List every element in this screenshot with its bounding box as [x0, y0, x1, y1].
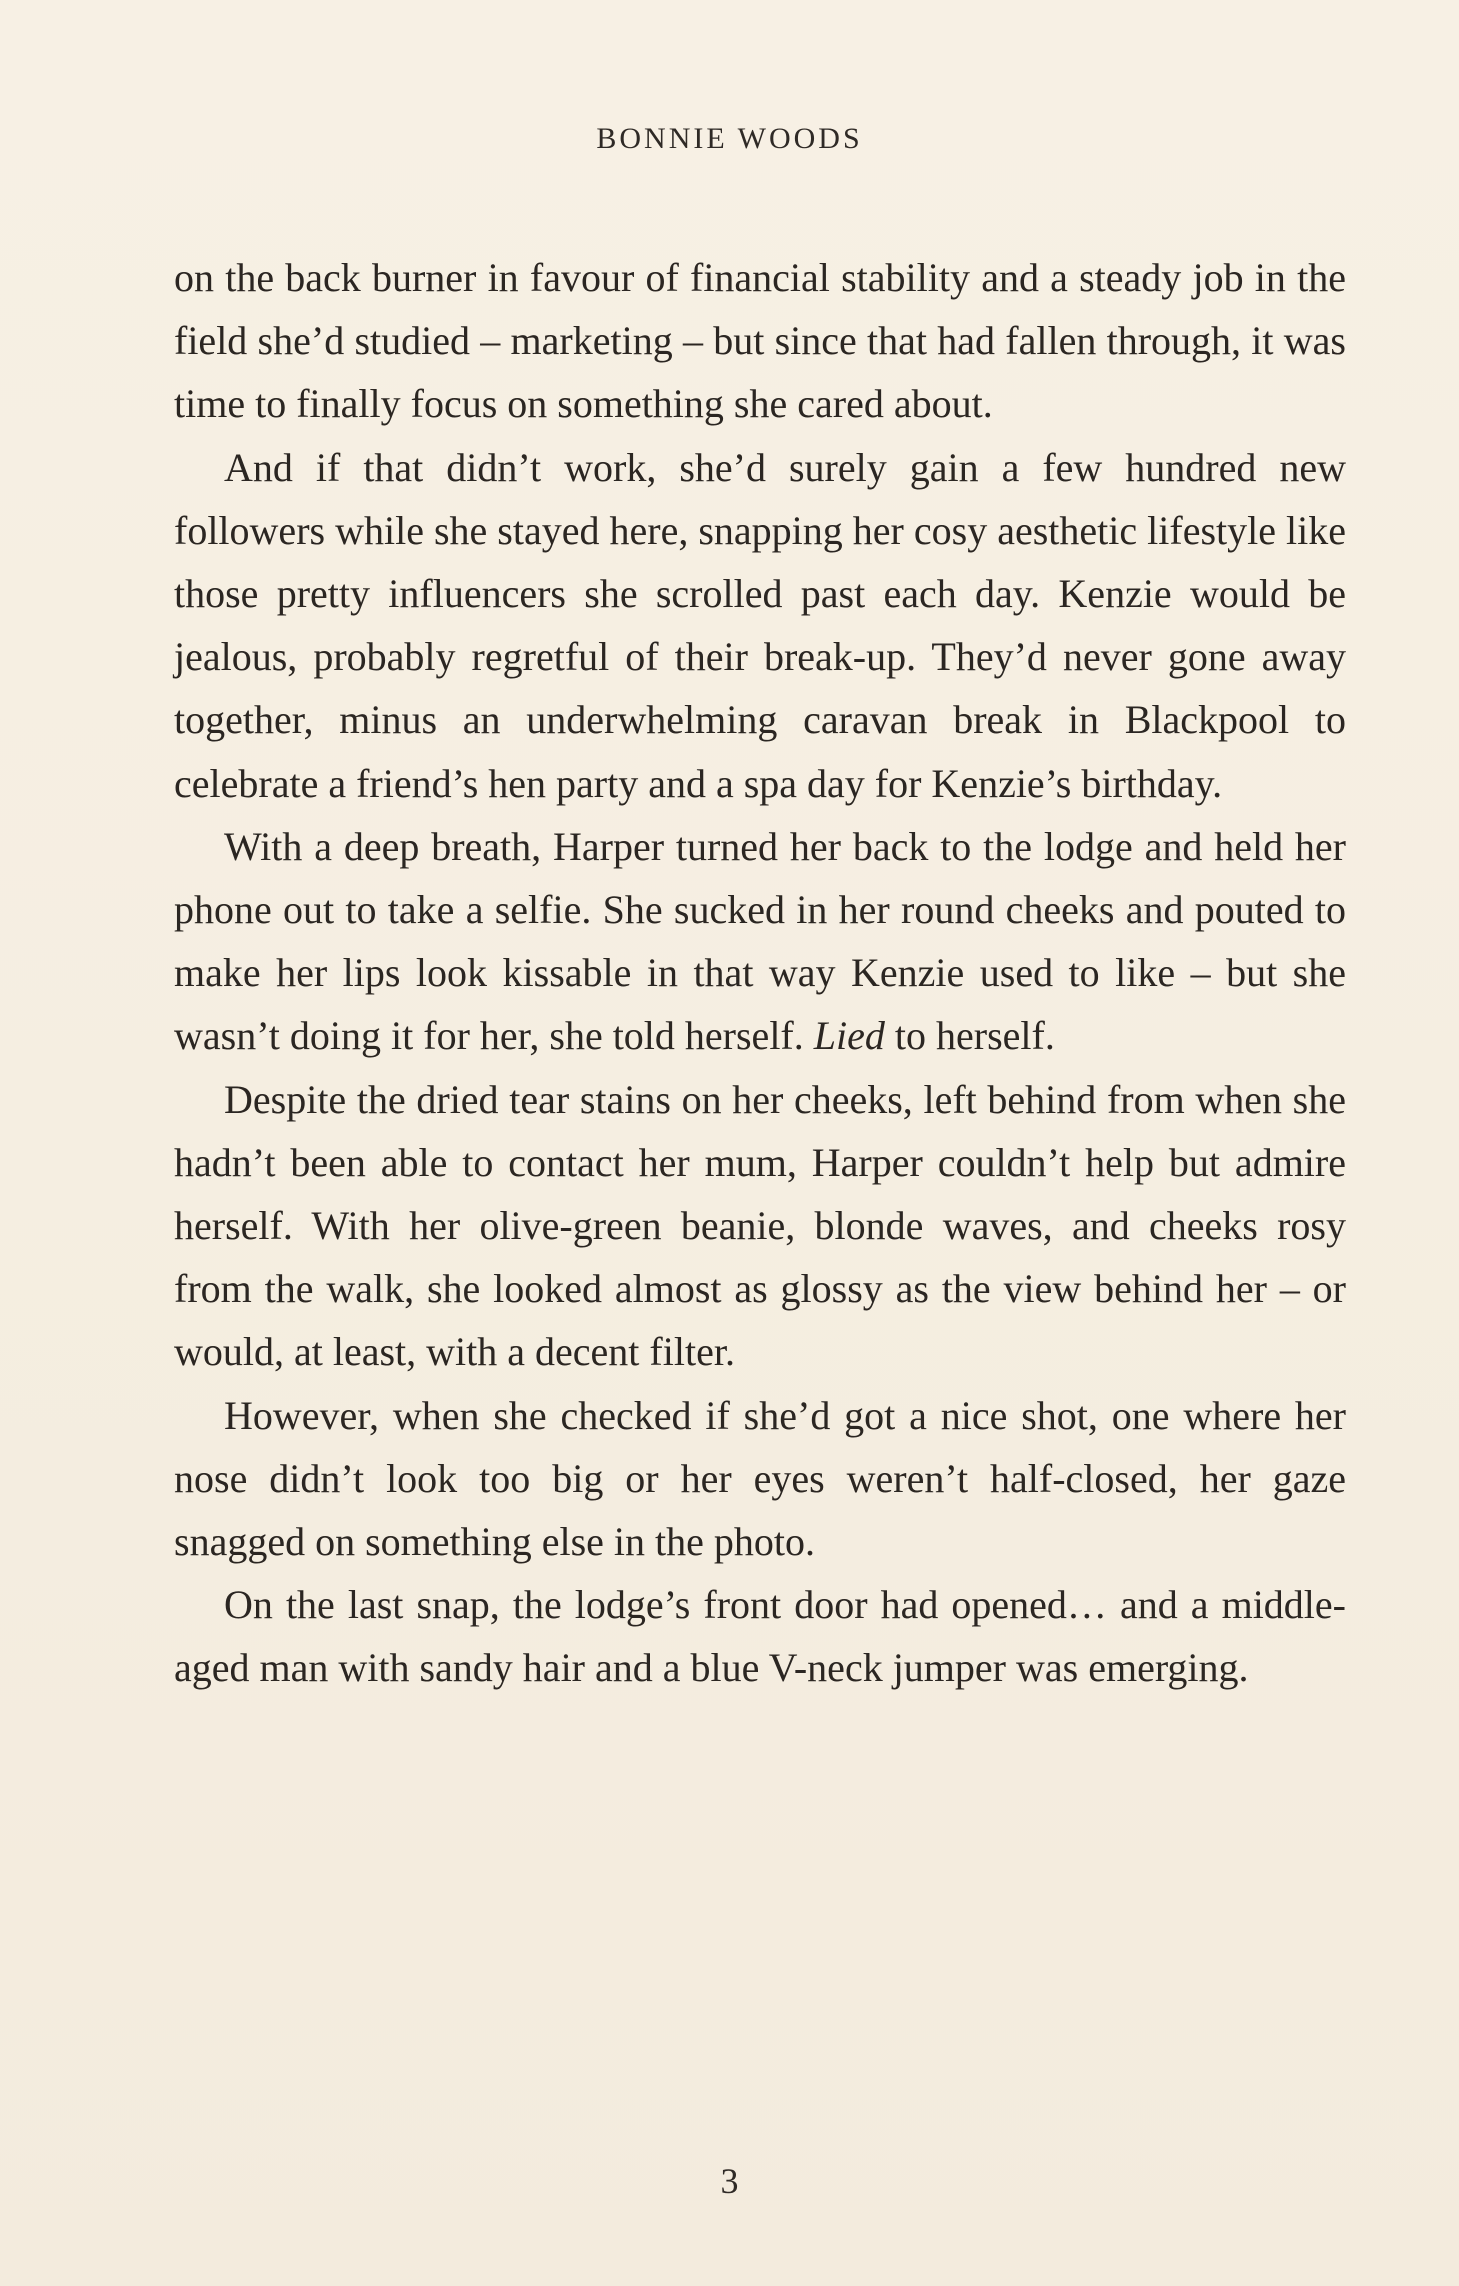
- paragraph-6: On the last snap, the lodge’s front door had opened… and a middle-aged man with sandy hair and a blue V-neck jumper was emerging.: [174, 1582, 1346, 1691]
- paragraph-1: on the back burner in favour of financial stability and a steady job in the field she’d studied – marketing – but since that had fallen through, it was time to finally focus on something she cared about.: [174, 255, 1346, 427]
- body-text: [174, 246, 1346, 1700]
- paragraph-2: And if that didn’t work, she’d surely gain a few hundred new followers while she stayed here, snapping her cosy aesthetic lifestyle like those pretty influencers she scrolled past each day. Kenzie would be jealous, probably regretful of their break-up. They’d never gone away together, minus an underwhelming caravan break in Blackpool to celebrate a friend’s hen party and a spa day for Kenzie’s birthday.: [174, 444, 1346, 806]
- paragraph-4: Despite the dried tear stains on her cheeks, left behind from when she hadn’t been able to contact her mum, Harper couldn’t help but admire herself. With her olive-green beanie, blonde waves, and cheeks rosy from the walk, she looked almost as glossy as the view behind her – or would, at least, with a decent filter.: [174, 1076, 1346, 1375]
- running-head: BONNIE WOODS: [596, 122, 863, 155]
- paragraph-5: However, when she checked if she’d got a nice shot, one where her nose didn’t look too big or her eyes weren’t half-closed, her gaze snagged on something else in the photo.: [174, 1392, 1346, 1565]
- paragraph-3-before: With a deep breath, Harper turned her back to the lodge and held her phone out to take a selfie. She sucked in her round cheeks and pouted to make her lips look kissable in that way Kenzie used to like – but she wasn’t doing it for her, she told herself.: [174, 823, 1346, 1059]
- paragraph-3-italic: Lied: [813, 1013, 885, 1059]
- page-number: 3: [720, 2161, 739, 2201]
- paragraph-3-after: to herself.: [884, 1013, 1055, 1059]
- paragraph-3: [174, 815, 1346, 1068]
